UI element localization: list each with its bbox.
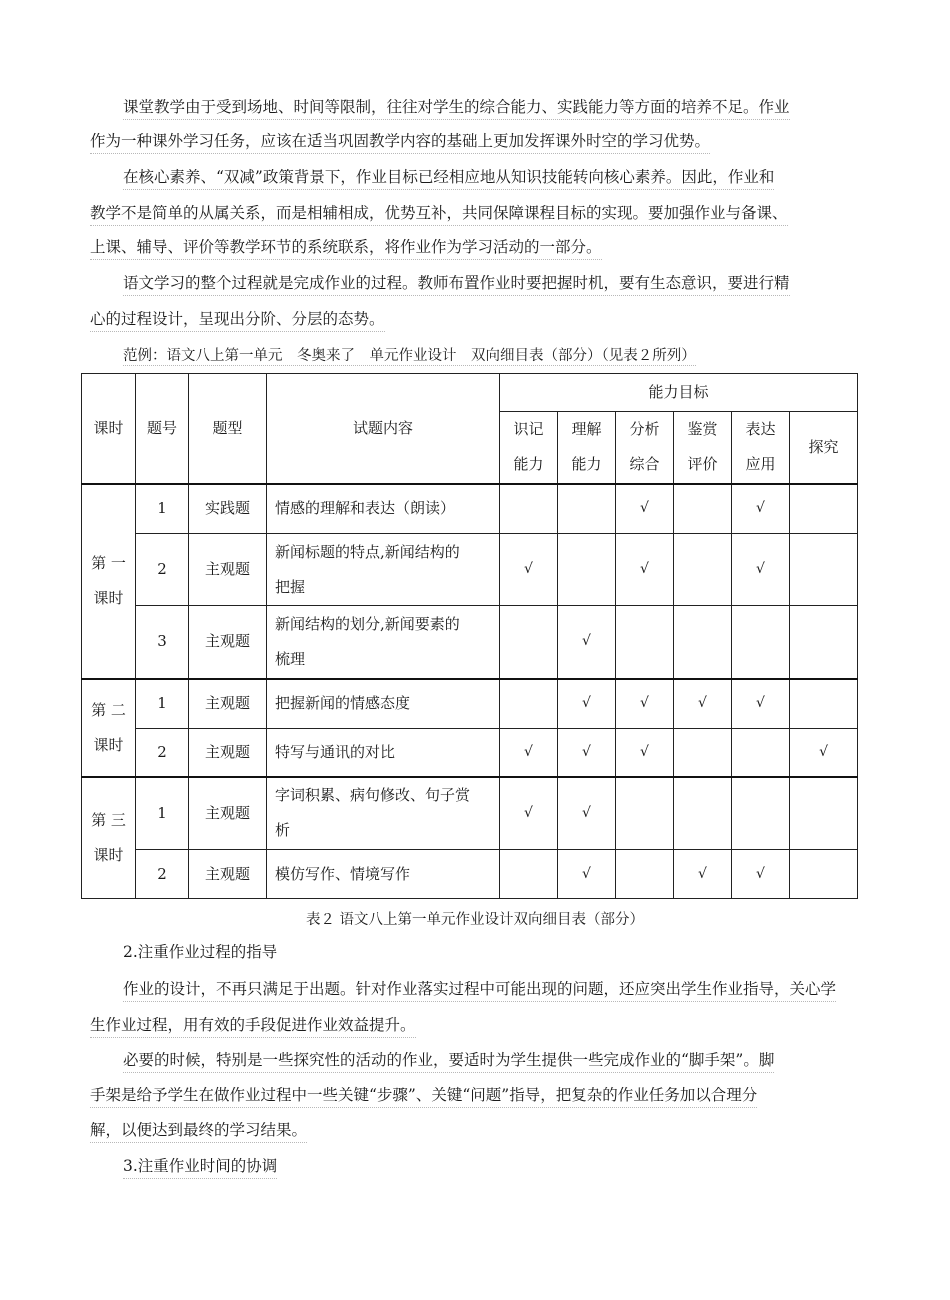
check-cell: √	[790, 729, 858, 777]
check-cell: √	[558, 729, 616, 777]
question-content-line: 字词积累、病句修改、句子赏	[275, 786, 471, 805]
paragraph-line: 生作业过程，用有效的手段促进作业效益提升。	[90, 1014, 416, 1038]
check-cell	[674, 484, 732, 534]
question-content: 模仿写作、情境写作	[267, 850, 500, 899]
header-ability-line: 综合	[629, 455, 660, 474]
question-type: 实践题	[189, 484, 267, 534]
check-cell	[790, 850, 858, 899]
question-type: 主观题	[189, 679, 267, 729]
header-ability	[500, 412, 558, 484]
check-cell: √	[616, 534, 674, 606]
check-cell: √	[558, 606, 616, 679]
header-ability-explore: 探究	[790, 412, 858, 484]
question-type: 主观题	[189, 534, 267, 606]
table-caption-top: 范例：语文八上第一单元 冬奥来了 单元作业设计 双向细目表（部分）（见表２所列）	[123, 344, 696, 366]
header-ability-line: 识记	[513, 420, 544, 439]
check-cell: √	[558, 850, 616, 899]
check-cell	[732, 606, 790, 679]
question-number: 1	[136, 777, 189, 850]
check-cell	[616, 777, 674, 850]
header-ability-line: 能力	[571, 455, 602, 474]
session-cell	[82, 484, 136, 679]
question-number: 3	[136, 606, 189, 679]
question-type: 主观题	[189, 850, 267, 899]
question-type: 主观题	[189, 777, 267, 850]
question-number: 2	[136, 729, 189, 777]
check-cell	[732, 729, 790, 777]
check-cell	[790, 679, 858, 729]
check-cell: √	[674, 679, 732, 729]
header-ability-group: 能力目标	[500, 374, 858, 412]
check-cell: √	[500, 777, 558, 850]
check-cell	[558, 484, 616, 534]
check-cell	[790, 534, 858, 606]
check-cell	[790, 606, 858, 679]
check-cell: √	[732, 534, 790, 606]
session-label: 课时	[93, 845, 124, 864]
session-label: 第 三	[91, 810, 126, 829]
session-label: 第 二	[91, 700, 126, 719]
check-cell: √	[500, 729, 558, 777]
header-content: 试题内容	[267, 374, 500, 484]
question-number: 1	[136, 484, 189, 534]
question-number: 1	[136, 679, 189, 729]
question-content: 把握新闻的情感态度	[267, 679, 500, 729]
check-cell: √	[616, 484, 674, 534]
table-caption-bottom: 表２ 语文八上第一单元作业设计双向细目表（部分）	[305, 912, 645, 928]
check-cell	[790, 777, 858, 850]
paragraph-line: 在核心素养、“双减”政策背景下，作业目标已经相应地从知识技能转向核心素养。因此，作业和	[123, 166, 774, 190]
paragraph-line: 手架是给予学生在做作业过程中一些关键“步骤”、关键“问题”指导，把复杂的作业任务加以合理分	[90, 1084, 757, 1108]
question-content	[267, 534, 500, 606]
paragraph-line: 作为一种课外学习任务，应该在适当巩固教学内容的基础上更加发挥课外时空的学习优势。	[90, 130, 710, 154]
question-content-line: 新闻标题的特点,新闻结构的	[275, 542, 460, 561]
session-label: 课时	[93, 735, 124, 754]
session-cell	[82, 679, 136, 777]
header-ability-line: 应用	[745, 455, 776, 474]
check-cell	[616, 606, 674, 679]
header-ability-line: 分析	[629, 420, 660, 439]
check-cell	[674, 729, 732, 777]
check-cell: √	[616, 729, 674, 777]
check-cell	[790, 484, 858, 534]
check-cell: √	[616, 679, 674, 729]
section-heading: 3.注重作业时间的协调	[123, 1155, 277, 1179]
check-cell: √	[558, 679, 616, 729]
check-cell	[500, 679, 558, 729]
header-session: 课时	[82, 374, 136, 484]
check-cell: √	[674, 850, 732, 899]
paragraph-line: 解，以便达到最终的学习结果。	[90, 1119, 307, 1143]
session-label: 第 一	[91, 554, 126, 572]
paragraph-line: 必要的时候，特别是一些探究性的活动的作业，要适时为学生提供一些完成作业的“脚手架”。脚	[123, 1049, 774, 1073]
header-number: 题号	[136, 374, 189, 484]
check-cell	[674, 777, 732, 850]
question-content-line: 新闻结构的划分,新闻要素的	[275, 614, 460, 633]
check-cell: √	[732, 679, 790, 729]
check-cell	[616, 850, 674, 899]
paragraph-line: 心的过程设计，呈现出分阶、分层的态势。	[90, 308, 385, 332]
two-way-specification-table	[81, 373, 858, 899]
check-cell: √	[500, 534, 558, 606]
header-ability-line: 鉴赏	[687, 420, 718, 439]
check-cell	[500, 606, 558, 679]
question-type: 主观题	[189, 606, 267, 679]
check-cell	[674, 534, 732, 606]
question-content-line: 把握	[275, 577, 306, 596]
header-ability-line: 能力	[513, 455, 544, 474]
paragraph-line: 教学不是简单的从属关系，而是相辅相成，优势互补，共同保障课程目标的实现。要加强作业与备课、	[90, 202, 788, 226]
check-cell: √	[732, 850, 790, 899]
check-cell	[500, 484, 558, 534]
question-content	[267, 777, 500, 850]
question-number: 2	[136, 850, 189, 899]
check-cell	[674, 606, 732, 679]
check-cell: √	[558, 777, 616, 850]
paragraph-line: 课堂教学由于受到场地、时间等限制，往往对学生的综合能力、实践能力等方面的培养不足。作业	[123, 96, 790, 120]
question-content	[267, 606, 500, 679]
question-content: 特写与通讯的对比	[267, 729, 500, 777]
question-content: 情感的理解和表达（朗读）	[267, 484, 500, 534]
session-label: 课时	[93, 589, 124, 607]
header-ability-line: 表达	[745, 420, 776, 439]
check-cell	[558, 534, 616, 606]
session-cell	[82, 777, 136, 899]
section-heading: 2.注重作业过程的指导	[123, 943, 278, 961]
check-cell	[500, 850, 558, 899]
question-type: 主观题	[189, 729, 267, 777]
check-cell	[732, 777, 790, 850]
header-type: 题型	[189, 374, 267, 484]
header-ability	[616, 412, 674, 484]
header-ability-line: 评价	[687, 455, 718, 474]
paragraph-line: 语文学习的整个过程就是完成作业的过程。教师布置作业时要把握时机，要有生态意识，要进行精	[123, 272, 790, 296]
header-ability	[674, 412, 732, 484]
check-cell: √	[732, 484, 790, 534]
question-content-line: 析	[275, 821, 291, 840]
header-ability	[732, 412, 790, 484]
paragraph-line: 作业的设计，不再只满足于出题。针对作业落实过程中可能出现的问题，还应突出学生作业指导，关心学	[123, 978, 836, 1002]
question-content-line: 梳理	[275, 649, 306, 668]
header-ability	[558, 412, 616, 484]
question-number: 2	[136, 534, 189, 606]
header-ability-line: 理解	[571, 420, 602, 439]
paragraph-line: 上课、辅导、评价等教学环节的系统联系，将作业作为学习活动的一部分。	[90, 236, 602, 260]
